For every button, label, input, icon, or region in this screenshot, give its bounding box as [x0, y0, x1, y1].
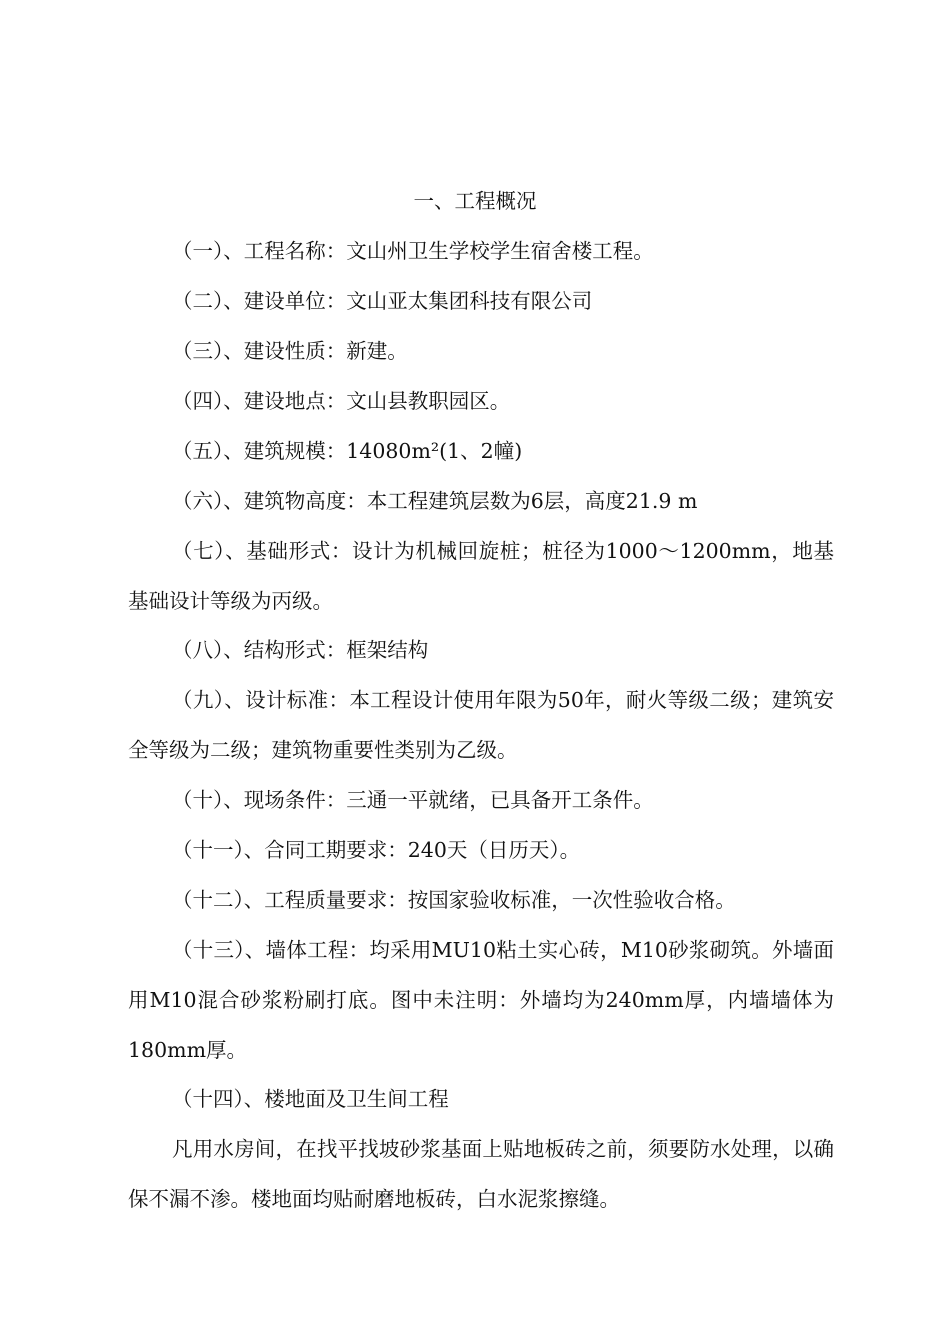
item-design-standard: （九）、设计标准：本工程设计使用年限为50年，耐火等级二级；建筑安全等级为二级；建筑物重要性类别为乙级。: [128, 688, 834, 762]
item-project-name: （一）、工程名称：文山州卫生学校学生宿舍楼工程。: [172, 239, 654, 263]
item-structure-type: （八）、结构形式：框架结构: [172, 638, 429, 662]
item-wall-works: （十三）、墙体工程：均采用MU10粘土实心砖，M10砂浆砌筑。外墙面用M10混合砂浆粉刷打底。图中未注明：外墙均为240mm厚，内墙墙体为180mm厚。: [128, 938, 834, 1062]
floor-bathroom-description: 凡用水房间，在找平找坡砂浆基面上贴地板砖之前，须要防水处理，以确保不漏不渗。楼地面均贴耐磨地板砖，白水泥浆擦缝。: [128, 1137, 834, 1211]
item-quality-requirement: （十二）、工程质量要求：按国家验收标准，一次性验收合格。: [172, 888, 736, 912]
item-contract-period: （十一）、合同工期要求：240天（日历天）。: [172, 838, 581, 862]
item-site-conditions: （十）、现场条件：三通一平就绪，已具备开工条件。: [172, 788, 654, 812]
item-building-scale: （五）、建筑规模：14080m²(1、2幢): [172, 439, 523, 463]
item-construction-unit: （二）、建设单位：文山亚太集团科技有限公司: [172, 289, 593, 313]
section-title: 一、工程概况: [413, 189, 537, 213]
item-building-height: （六）、建筑物高度：本工程建筑层数为6层，高度21.9 m: [172, 489, 698, 513]
item-foundation-type: （七）、基础形式：设计为机械回旋桩；桩径为1000～1200mm，地基基础设计等级为丙级。: [128, 539, 834, 613]
item-construction-nature: （三）、建设性质：新建。: [172, 339, 408, 363]
item-construction-site: （四）、建设地点：文山县教职园区。: [172, 389, 511, 413]
item-floor-bathroom: （十四）、楼地面及卫生间工程: [172, 1087, 449, 1111]
